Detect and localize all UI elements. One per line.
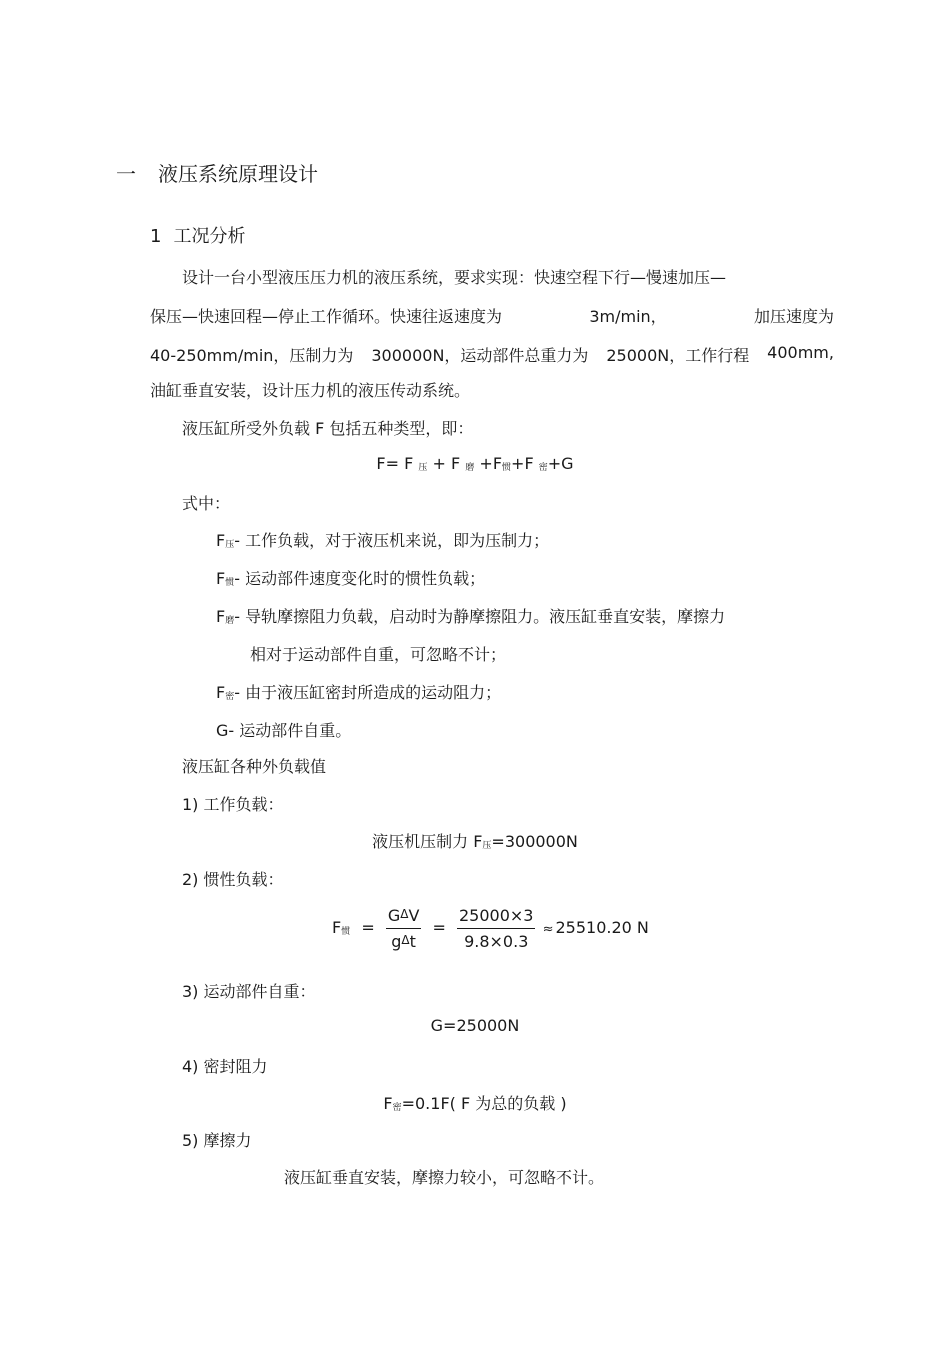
formula-part: t	[409, 932, 416, 951]
intro-word: 400mm,	[767, 343, 834, 362]
subsection-heading	[150, 222, 245, 248]
item-formula: 液压缸垂直安装，摩擦力较小，可忽略不计。	[284, 1168, 605, 1187]
subsection-title: 工况分析	[173, 226, 246, 247]
formula-part: =300000N	[491, 832, 578, 851]
def-continuation: 相对于运动部件自重，可忽略不计；	[250, 645, 507, 664]
def-sub: 密	[225, 692, 235, 702]
item-label: 1) 工作负载：	[182, 795, 284, 814]
def-item	[216, 566, 485, 589]
formula-part: 液压机压制力 F	[372, 832, 483, 851]
def-text: - 工作负载，对于液压机来说，即为压制力；	[234, 531, 550, 550]
formula-sub: 压	[482, 841, 492, 851]
formula-part: 9.8×0.3	[464, 932, 529, 951]
formula-part: 25000×3	[457, 906, 535, 929]
formula-part: F	[332, 918, 342, 937]
def-item	[216, 528, 549, 551]
formula-part: +F	[511, 454, 534, 473]
formula-sub: 磨	[465, 463, 475, 473]
formula-part: +G	[547, 454, 574, 473]
values-title: 液压缸各种外负载值	[182, 757, 327, 776]
section-number: 一	[116, 162, 136, 186]
formula-operator: =	[361, 918, 375, 937]
def-symbol: F	[216, 531, 226, 550]
item-label: 5) 摩擦力	[182, 1131, 252, 1150]
intro-line-4: 油缸垂直安装，设计压力机的液压传动系统。	[150, 381, 471, 400]
formula-part: =0.1F( F 为总的负载 )	[401, 1094, 567, 1113]
formula-operator: =	[432, 918, 446, 937]
subsection-number: 1	[150, 226, 162, 247]
formula-operator: ≈	[542, 922, 554, 937]
formula-sub: 惯	[502, 463, 512, 473]
fraction	[457, 906, 535, 951]
def-text: - 运动部件速度变化时的惯性负载；	[234, 569, 486, 588]
formula-part: + F	[432, 454, 461, 473]
intro-line-2	[150, 304, 834, 327]
item-label: 4) 密封阻力	[182, 1057, 268, 1076]
item-label: 3) 运动部件自重：	[182, 982, 316, 1001]
main-formula	[0, 454, 950, 473]
def-sub: 压	[225, 540, 235, 550]
item-label: 2) 惯性负载：	[182, 870, 284, 889]
formula-sub: 惯	[341, 927, 351, 937]
def-sub: 磨	[225, 616, 235, 626]
formula-sub: 密	[392, 1103, 402, 1113]
def-symbol: G	[216, 721, 229, 740]
where-label: 式中：	[182, 494, 231, 513]
section-heading	[116, 158, 318, 187]
item-formula: G=25000N	[430, 1016, 520, 1035]
def-text: - 导轨摩擦阻力负载，启动时为静摩擦阻力。液压缸垂直安装，摩擦力	[234, 607, 726, 626]
def-text: - 由于液压缸密封所造成的运动阻力；	[234, 683, 502, 702]
item-formula	[0, 829, 950, 852]
delta-icon: Δ	[400, 907, 409, 921]
def-symbol: F	[216, 569, 226, 588]
def-text: - 运动部件自重。	[228, 721, 352, 740]
def-item	[216, 604, 725, 627]
formula-sub: 密	[538, 463, 548, 473]
def-item	[216, 718, 351, 741]
formula-result: 25510.20 N	[555, 918, 649, 937]
intro-word: 3m/min，	[589, 307, 667, 326]
intro-word: 300000N，运动部件总重力为	[371, 346, 589, 365]
delta-icon: Δ	[401, 933, 410, 947]
formula-part: g	[391, 932, 402, 951]
intro-word: 40-250mm/min，压制力为	[150, 346, 354, 365]
formula-part: V	[408, 906, 420, 925]
def-sub: 惯	[225, 578, 235, 588]
formula-part: F= F	[376, 454, 414, 473]
formula-sub: 压	[418, 463, 428, 473]
def-item	[216, 680, 501, 703]
item-formula	[0, 1091, 950, 1114]
def-symbol: F	[216, 683, 226, 702]
fraction	[386, 906, 422, 951]
load-intro: 液压缸所受外负载 F 包括五种类型，即：	[182, 419, 474, 438]
formula-part: G	[387, 906, 401, 925]
formula-part: F	[383, 1094, 393, 1113]
inertia-formula	[332, 906, 649, 951]
intro-word: 25000N，工作行程	[606, 346, 750, 365]
def-symbol: F	[216, 607, 226, 626]
intro-line-3	[150, 343, 834, 366]
intro-line-1: 设计一台小型液压压力机的液压系统，要求实现：快速空程下行—慢速加压—	[182, 268, 727, 287]
formula-part: +F	[479, 454, 503, 473]
intro-word: 加压速度为	[753, 307, 834, 326]
section-title: 液压系统原理设计	[158, 162, 318, 186]
intro-word: 保压—快速回程—停止工作循环。快速往返速度为	[150, 307, 503, 326]
